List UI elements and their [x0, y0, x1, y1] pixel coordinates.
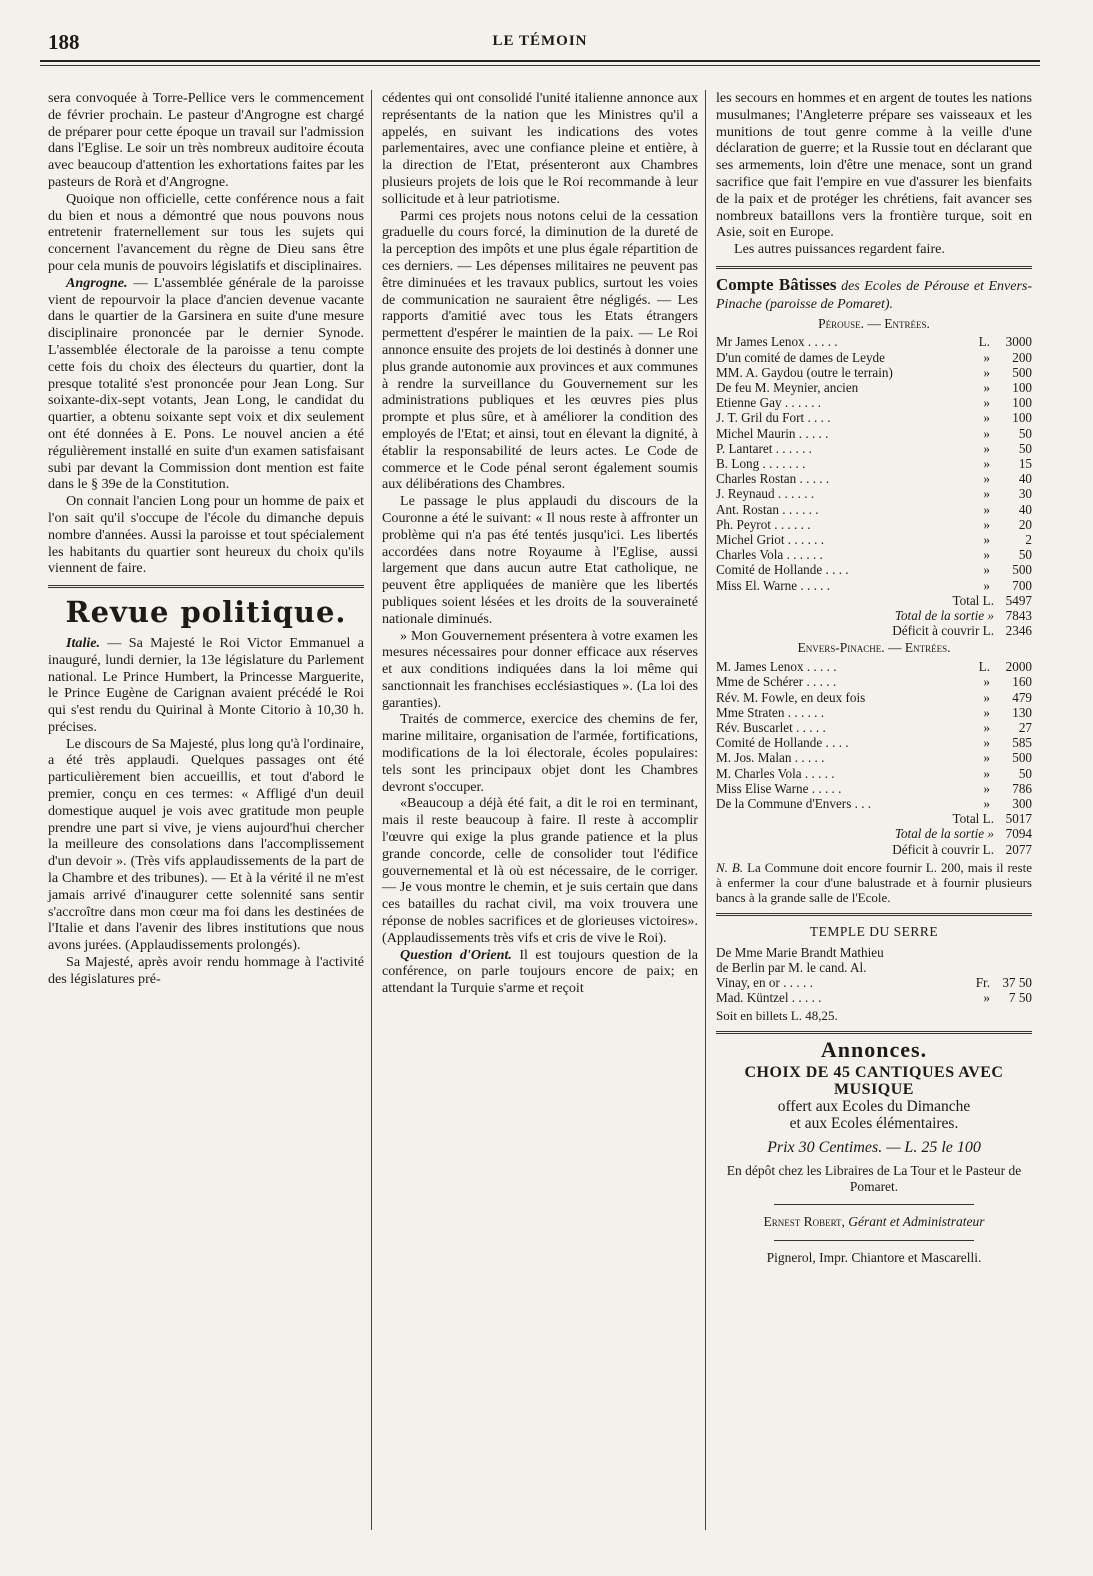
paragraph: Le passage le plus applaudi du discours de la Couronne a été le suivant: « Il nous reste à affronter un problème qui n'a pas été tentés jusqu'ici. Les libertés accordées dans notre Royaume à l'Eglise, aussi largement que dans aucun autre Etat catholique, ne peuvent être appliquées de manière que les libertés publiques soient lésées et les droits de la souveraineté nationale diminués. — [382, 493, 698, 627]
row-currency: » — [983, 364, 990, 380]
table-row — [716, 517, 1032, 532]
gerant-name: Ernest Robert, — [763, 1214, 845, 1230]
row-name: J. Reynaud . . . . . . — [716, 486, 815, 502]
row-name: Ant. Rostan . . . . . . — [716, 501, 819, 517]
row-name: Rév. M. Fowle, en deux fois — [716, 689, 866, 705]
table-row — [716, 350, 1032, 365]
table-row — [716, 766, 1032, 781]
row-amount: 200 — [1012, 349, 1032, 365]
row-amount: 100 — [1012, 395, 1032, 411]
row-currency: Fr. — [975, 975, 990, 991]
paragraph-orient — [382, 947, 698, 997]
table-row — [716, 735, 1032, 750]
paragraph: » Mon Gouvernement présentera à votre examen les mesures nécessaires pour donner efficace aux réserves et aux conditions indiquées dans la loi même qui sanctionnait les franchises ecclésiastiques ». (La loi des garanties). — [382, 627, 698, 711]
table-row — [716, 486, 1032, 501]
paragraph: Traités de commerce, exercice des chemins de fer, marine militaire, organisation de l'armée, fortifications, modifications de la loi électorale, écoles populaires: tels sont les principaux objet dont les Chambres devront s'occuper. — [382, 711, 698, 795]
row-currency: » — [983, 425, 990, 441]
compte-heading — [716, 274, 1032, 314]
nb-note — [716, 860, 1032, 905]
row-amount: 2000 — [1005, 659, 1032, 675]
row-amount: 160 — [1012, 674, 1032, 690]
table-row — [716, 720, 1032, 735]
temple-table — [716, 945, 1032, 1006]
row-amount: 786 — [1012, 780, 1032, 796]
perouse-table — [716, 334, 1032, 638]
envers-heading: Envers-Pinache. — Entrées. — [797, 640, 951, 656]
row-name: D'un comité de dames de Leyde — [716, 349, 885, 365]
column-rule — [705, 90, 706, 1530]
row-currency: » — [983, 562, 990, 578]
paragraph: Les autres puissances regardent faire. — [734, 241, 945, 258]
table-row — [716, 674, 1032, 689]
newspaper-page — [40, 26, 1040, 1556]
total-label: Total L. — [952, 592, 994, 608]
row-name: Charles Rostan . . . . . — [716, 471, 830, 487]
nb-text: La Commune doit encore fournir L. 200, mais il reste à enfermer la cour d'une balustrade et à fournir plusieurs bancs à la grande salle de l'Ecole. — [716, 859, 1032, 905]
table-row — [716, 960, 1032, 975]
table-row — [716, 975, 1032, 990]
row-amount: 3000 — [1005, 334, 1032, 350]
row-name: Miss El. Warne . . . . . — [716, 577, 831, 593]
row-currency: » — [983, 547, 990, 563]
total-value: 5017 — [1005, 811, 1032, 827]
row-amount: 40 — [1018, 501, 1032, 517]
row-currency: L. — [978, 659, 990, 675]
sortie-value: 7094 — [1005, 826, 1032, 842]
row-name: de Berlin par M. le cand. Al. — [716, 959, 867, 975]
section-label: Italie. — [66, 634, 101, 651]
table-row — [716, 410, 1032, 425]
row-currency: » — [983, 379, 990, 395]
paragraph: Quoique non officielle, cette conférence nous a fait du bien et nous a démontré que nous pouvons nous entretenir fraternellement sur tous les sujets qui concernent l'avancement du règne de Dieu sans être pour cela munis de pouvoirs législatifs et disciplinaires. — [48, 190, 364, 274]
total-value: 5497 — [1005, 592, 1032, 608]
ad-price: Prix 30 Centimes. — L. 25 le 100 — [767, 1139, 981, 1157]
columns — [40, 90, 1040, 1530]
row-currency: » — [983, 410, 990, 426]
table-row — [716, 395, 1032, 410]
nb-label: N. B. — [716, 859, 744, 875]
row-name: MM. A. Gaydou (outre le terrain) — [716, 364, 893, 380]
ad-headline: CHOIX DE 45 CANTIQUES AVEC MUSIQUE — [744, 1064, 1004, 1099]
section-title: Revue politique. — [65, 595, 347, 630]
ad-line: et aux Ecoles élémentaires. — [789, 1114, 959, 1132]
row-name: J. T. Gril du Fort . . . . — [716, 410, 831, 426]
page-number: 188 — [48, 30, 80, 54]
paragraph: cédentes qui ont consolidé l'unité italienne annonce aux représentants de la nation que les Ministres qu'il a appelés, en suivant les indications des votes parlementaires, avec une confiance pleine et entière, à la direction de l'Etat, présenteront aux Chambres plusieurs projets de lois que le Roi recommande à leur sollicitude et à leur patriotisme. — [382, 90, 698, 207]
paragraph: Parmi ces projets nous notons celui de la cessation graduelle du cours forcé, la diminution de la dureté de la perception des impôts et une plus égale répartition de ces derniers. — Les dépenses militaires ne peuvent pas être diminuées et les travaux publics, surtout les voies de communication ne sauraient être négligés. — Les rapports d'amitié avec tous les Etats étrangers permettent d'espérer le maintien de la paix. — Le Roi annonce ensuite des projets de loi destinés à donner une plus grande autonomie aux provinces et aux communes à rendre la surveillance du Gouvernement sur les administrations publiques et les œuvres pies plus prompte et plus sûre, et à améliorer la condition des employés de l'Etat; et ainsi, tout en élevant la dignité, à établir la responsabilité de leurs actes. Le Code de commerce et le Code pénal seront également soumis aux délibérations des Chambres. — [382, 207, 698, 493]
row-amount — [994, 960, 1032, 975]
section-label: Question d'Orient. — [400, 946, 512, 963]
journal-title: LE TÉMOIN — [492, 33, 588, 49]
paragraph-angrogne — [48, 275, 364, 493]
section-divider — [716, 266, 1032, 269]
row-name: M. James Lenox . . . . . — [716, 659, 837, 675]
column-1 — [48, 90, 364, 988]
column-3 — [716, 90, 1032, 1267]
row-currency — [968, 945, 994, 960]
row-amount: 500 — [1012, 750, 1032, 766]
row-currency: » — [983, 577, 990, 593]
row-name: Michel Maurin . . . . . — [716, 425, 829, 441]
row-amount: 30 — [1018, 486, 1032, 502]
row-name: Michel Griot . . . . . . — [716, 532, 825, 547]
row-amount: 37 50 — [1002, 975, 1032, 991]
table-row — [716, 562, 1032, 577]
row-name: Rév. Buscarlet . . . . . — [716, 720, 826, 736]
printer-line: Pignerol, Impr. Chiantore et Mascarelli. — [766, 1250, 982, 1266]
total-label: Total L. — [952, 811, 994, 827]
row-amount: 15 — [1018, 455, 1032, 471]
column-rule — [371, 90, 372, 1530]
row-amount: 130 — [1012, 704, 1032, 720]
paragraph: On connait l'ancien Long pour un homme de paix et l'on sait qu'il s'occupe de l'école du dimanche depuis nombre d'années. Aussi la paroisse et tout spécialement les habitants du quartier sont heureux du choix qu'ils viennent de faire. — [48, 493, 364, 577]
row-currency: » — [983, 440, 990, 456]
row-amount: 300 — [1012, 796, 1032, 812]
table-row — [716, 502, 1032, 517]
row-amount: 40 — [1018, 471, 1032, 487]
row-name: De feu M. Meynier, ancien — [716, 379, 859, 395]
row-amount — [994, 945, 1032, 960]
row-currency: » — [983, 455, 990, 471]
deficit-label: Déficit à couvrir L. — [892, 841, 994, 857]
row-amount: 2 — [1025, 532, 1032, 547]
paragraph: Le discours de Sa Majesté, plus long qu'à l'ordinaire, a été très applaudi. Quelques passages ont été particulièrement bien accueillis, et tout d'abord le premier, conçu en ces termes: « Affligé d'un deuil domestique auquel je vois avec gratitude mon peuple prendre une part si vive, je viens aujourd'hui chercher la meilleure des consolations dans l'accomplissement d'un devoir ». (Très vifs applaudissements de la part de la Chambre et des tribunes). — Et à la vérité il ne m'est jamais arrivé d'inaugurer cette solennité sans sentir s'accroître dans mon cœur ma foi dans les destinées de l'Italie et dans l'avenir des libres institutions que nous avons jurées. (Applaudissements prolongés). — [48, 735, 364, 954]
table-row — [716, 547, 1032, 562]
row-name: Charles Vola . . . . . . — [716, 547, 823, 563]
paragraph: Sa Majesté, après avoir rendu hommage à l'activité des législatures pré- — [48, 954, 364, 987]
row-currency: » — [983, 349, 990, 365]
deficit-label: Déficit à couvrir L. — [892, 623, 994, 639]
row-name: M. Jos. Malan . . . . . — [716, 750, 825, 766]
row-amount: 50 — [1018, 765, 1032, 781]
row-currency: » — [983, 532, 990, 547]
table-row — [716, 456, 1032, 471]
row-currency: » — [983, 765, 990, 781]
table-row — [716, 578, 1032, 593]
gerant-role: Gérant et Administrateur — [848, 1214, 985, 1230]
paragraph: sera convoquée à Torre-Pellice vers le commencement de février prochain. Le pasteur d'Angrogne est chargé de préparer pour cette époque un travail sur l'admission dans l'Eglise. Le soir un très nombreux auditoire écouta avec beaucoup d'attention les exhortations faites par les pasteurs de Rorà et d'Angrogne. — [48, 90, 364, 190]
divider — [774, 1204, 974, 1205]
table-row — [716, 441, 1032, 456]
row-currency: » — [983, 735, 990, 751]
row-amount: 100 — [1012, 379, 1032, 395]
row-name: M. Charles Vola . . . . . — [716, 765, 835, 781]
row-amount: 50 — [1018, 440, 1032, 456]
temple-billets: Soit en billets L. 48,25. — [716, 1008, 838, 1024]
section-divider — [48, 585, 364, 588]
section-label: Angrogne. — [66, 274, 128, 291]
row-currency: » — [983, 704, 990, 720]
column-2 — [382, 90, 698, 997]
row-currency: » — [983, 750, 990, 766]
table-row — [716, 532, 1032, 547]
table-row — [716, 471, 1032, 486]
row-currency: » — [983, 689, 990, 705]
annonces-title: Annonces. — [820, 1037, 928, 1063]
sortie-label: Total de la sortie » — [894, 826, 994, 842]
row-amount: 500 — [1012, 364, 1032, 380]
row-currency: » — [983, 720, 990, 736]
table-row — [716, 659, 1032, 674]
table-row — [716, 334, 1032, 349]
row-amount: 500 — [1012, 562, 1032, 578]
gerant-line — [716, 1214, 1032, 1231]
row-currency: » — [983, 471, 990, 487]
row-name: Comité de Hollande . . . . — [716, 562, 849, 578]
paragraph: «Beaucoup a déjà été fait, a dit le roi en terminant, mais il reste beaucoup à faire. Il reste à accomplir l'œuvre qui exige la plus grande patience et la plus grande concorde, celle de consolider tout l'édifice gouvernemental et là où est nécessaire, de le corriger. — Je vous montre le chemin, et je suis certain que dans ces batailles du rachat civil, ma voix trouvera une réponse de nobles sacrifices et de glorieuses victoires». (Applaudissements très vifs et cris de vive le Roi). — [382, 795, 698, 946]
row-amount: 20 — [1018, 516, 1032, 532]
divider — [774, 1240, 974, 1241]
table-row — [716, 365, 1032, 380]
row-amount: 100 — [1012, 410, 1032, 426]
compte-subtitle: des Ecoles de Pérouse et Envers-Pinache (paroisse de Pomaret). — [716, 278, 1032, 312]
section-divider — [716, 1031, 1032, 1034]
envers-table — [716, 659, 1032, 857]
table-row — [716, 705, 1032, 720]
table-row — [716, 945, 1032, 960]
table-row — [716, 690, 1032, 705]
row-currency: » — [983, 990, 990, 1006]
sortie-label: Total de la sortie » — [894, 608, 994, 624]
running-head — [40, 26, 1040, 62]
table-row — [716, 380, 1032, 395]
row-amount: 50 — [1018, 425, 1032, 441]
row-name: Mr James Lenox . . . . . — [716, 334, 838, 350]
row-currency: L. — [978, 334, 990, 350]
row-amount: 479 — [1012, 689, 1032, 705]
paragraph-text: Il est toujours question de la conférence, on parle toujours encore de paix; en attendant la Turquie s'arme et reçoit — [382, 946, 699, 997]
temple-heading: TEMPLE DU SERRE — [809, 923, 939, 939]
row-name: De Mme Marie Brandt Mathieu — [716, 944, 884, 960]
table-row — [716, 781, 1032, 796]
compte-title: Compte Bâtisses — [716, 274, 837, 294]
deficit-value: 2346 — [1005, 623, 1032, 639]
row-name: P. Lantaret . . . . . . — [716, 440, 812, 456]
deficit-value: 2077 — [1005, 841, 1032, 857]
row-amount: 27 — [1018, 720, 1032, 736]
section-divider — [716, 913, 1032, 916]
paragraph-text: — L'assemblée générale de la paroisse vient de repourvoir la place d'ancien devenue vacante dans le quartier de la Garsinera en suite d'une mesure disciplinaire prononcée par le dernier Synode. L'assemblée électorale de la paroisse a tenu compte cette fois du choix des électeurs du quartier, dont la presque totalité s'est prononcée pour Jean Long. Sur soixante-dix-sept votants, Jean Long, le candidat du quartier, a obtenu soixante sept voix et dix seulement ont été données à E. Pons. Le nouvel ancien a été régulièrement installé en suite d'un examen satisfaisant subi par devant la Commission dont mention est faite dans le § 39e de la Constitution. — [48, 274, 364, 493]
row-currency: » — [983, 674, 990, 690]
header-rule — [40, 65, 1040, 66]
row-name: De la Commune d'Envers . . . — [716, 796, 872, 812]
ad-line: offert aux Ecoles du Dimanche — [777, 1097, 971, 1115]
table-row — [716, 796, 1032, 811]
sortie-value: 7843 — [1005, 608, 1032, 624]
row-amount: 7 50 — [1008, 990, 1032, 1006]
row-name: Etienne Gay . . . . . . — [716, 395, 822, 411]
ad-depot: En dépôt chez les Libraires de La Tour et le Pasteur de Pomaret. — [726, 1163, 1022, 1195]
table-row — [716, 426, 1032, 441]
row-name: Vinay, en or . . . . . — [716, 975, 813, 991]
row-currency — [968, 960, 994, 975]
row-currency: » — [983, 486, 990, 502]
row-currency: » — [983, 501, 990, 517]
paragraph: les secours en hommes et en argent de toutes les nations musulmanes; l'Angleterre prépare ses vaisseaux et les munitions de tout genre comme à la veille d'une déclaration de guerre; et la Russie tout en déclarant que ses armements, loin d'être une menace, sont un grand sacrifice que fait l'empire en vue d'assurer les bienfaits de la paix et de protéger les chrétiens, fait avancer ses nombreux bataillons vers la frontière turque, soit en Asie, soit en Europe. — [716, 90, 1032, 241]
table-row — [716, 990, 1032, 1005]
row-name: Mme de Schérer . . . . . — [716, 674, 837, 690]
row-name: Ph. Peyrot . . . . . . — [716, 516, 811, 532]
row-name: Miss Elise Warne . . . . . — [716, 780, 842, 796]
perouse-heading: Pérouse. — Entrées. — [818, 315, 930, 331]
row-currency: » — [983, 516, 990, 532]
row-name: Mad. Küntzel . . . . . — [716, 990, 822, 1006]
row-amount: 50 — [1018, 547, 1032, 563]
table-row — [716, 750, 1032, 765]
row-amount: 700 — [1012, 577, 1032, 593]
row-currency: » — [983, 780, 990, 796]
row-name: Comité de Hollande . . . . — [716, 735, 849, 751]
row-name: B. Long . . . . . . . — [716, 455, 806, 471]
row-currency: » — [983, 796, 990, 812]
row-currency: » — [983, 395, 990, 411]
paragraph-text: — Sa Majesté le Roi Victor Emmanuel a inauguré, lundi dernier, la 13e législature du Parlement national. Le Prince Humbert, la Princesse Marguerite, le Prince Eugène de Carignan avaient précédé le Roi qui s'est rendu du Quirinal à Monte Citorio à 10,30 h. précises. — [48, 634, 364, 735]
row-name: Mme Straten . . . . . . — [716, 704, 825, 720]
paragraph-italie — [48, 635, 364, 736]
row-amount: 585 — [1012, 735, 1032, 751]
